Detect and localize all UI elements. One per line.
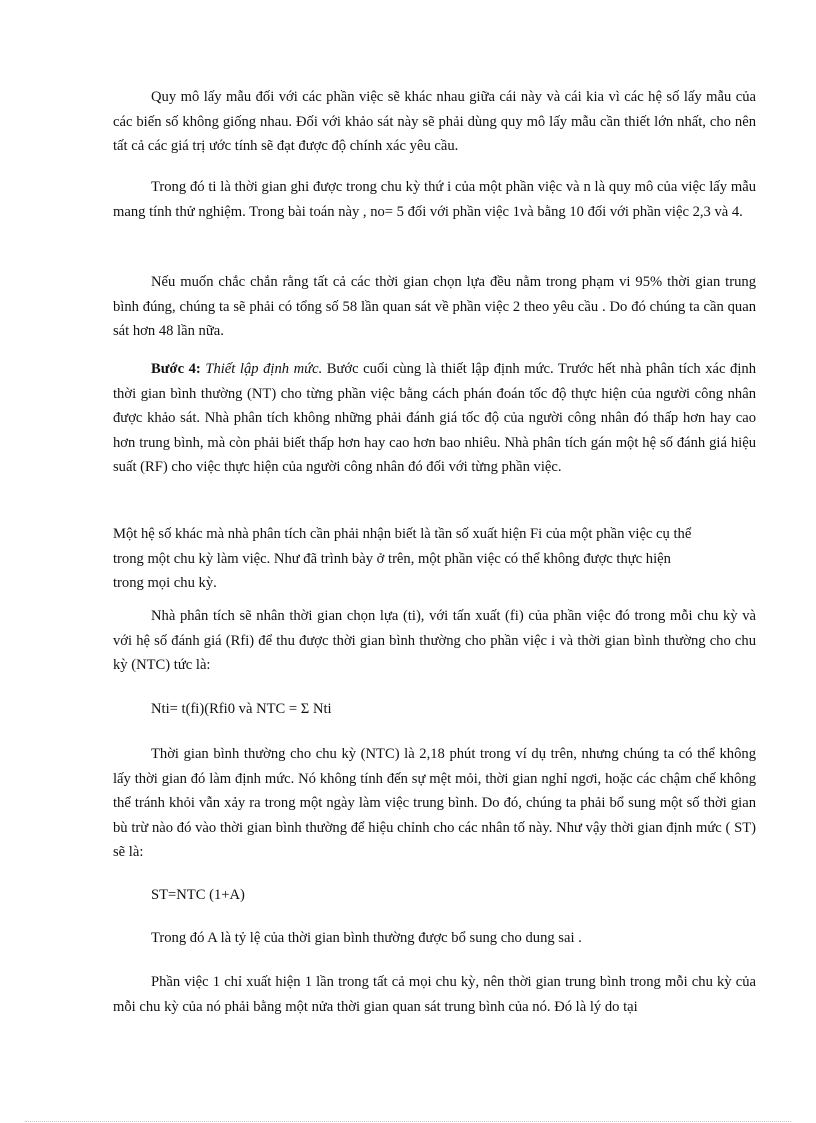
step4-heading: Bước 4:: [151, 361, 201, 377]
paragraph-frequency: [113, 522, 756, 596]
paragraph-normal-time: Nhà phân tích sẽ nhân thời gian chọn lựa (ti), với tấn xuất (fi) của phần việc đó trong mỗi chu kỳ và với hệ số đánh giá (Rfi) để thu được thời gian bình thường cho phần việc i và thời gian bình thường cho chu kỳ (NTC) tức là:: [113, 608, 756, 673]
step4-body: Bước cuối cùng là thiết lập định mức. Trước hết nhà phân tích xác định thời gian bình thường (NT) cho từng phần việc bằng cách phán đoán tốc độ thực hiện của người công nhân được khảo sát. Nhà phân tích không những phải đánh giá tốc độ của người công nhân đó thấp hơn hay cao hơn trung bình, mà còn phải biết thấp hơn hay cao hơn bao nhiêu. Nhà phân tích gán một hệ số đánh giá hiệu suất (RF) cho việc thực hiện của người công nhân đó đối với từng phần việc.: [113, 361, 756, 475]
paragraph-step4: [113, 357, 756, 480]
frequency-line-1: Một hệ số khác mà nhà phân tích cần phải nhận biết là tần số xuất hiện Fi của một phần việc cụ thể: [113, 526, 692, 542]
frequency-line-3: trong mọi chu kỳ.: [113, 575, 217, 591]
paragraph-ntc: Thời gian bình thường cho chu kỳ (NTC) là 2,18 phút trong ví dụ trên, nhưng chúng ta có thể không lấy thời gian đó làm định mức. Nó không tính đến sự mệt mỏi, thời gian nghỉ ngơi, hoặc các chậm chế không thể tránh khỏi vẫn xảy ra trong một ngày làm việc trung bình. Do đó, chúng ta phải bổ sung một số thời gian bù trừ nào đó vào thời gian bình thường để hiệu chỉnh cho các nhân tố này. Như vậy thời gian định mức ( ST) sẽ là:: [113, 746, 756, 860]
page-bottom-rule: [25, 1121, 791, 1122]
step4-title: Thiết lập định mức.: [205, 361, 323, 377]
formula-nti: Nti= t(fi)(Rfi0 và NTC = Σ Nti: [151, 701, 332, 717]
paragraph-ti-definition: Trong đó ti là thời gian ghi được trong chu kỳ thứ i của một phần việc và n là quy mô của việc lấy mẫu mang tính thử nghiệm. Trong bài toán này , no= 5 đối với phần việc 1và bằng 10 đối với phần việc 2,3 và 4.: [113, 179, 756, 220]
paragraph-a-definition: Trong đó A là tỷ lệ của thời gian bình thường được bổ sung cho dung sai .: [151, 930, 582, 946]
paragraph-sample-size: Quy mô lấy mẫu đối với các phần việc sẽ khác nhau giữa cái này và cái kia vì các hệ số lấy mẫu của các biến số không giống nhau. Đối với khảo sát này sẽ phải dùng quy mô lấy mẫu cần thiết lớn nhất, cho nên tất cả các giá trị ước tính sẽ đạt được độ chính xác yêu cầu.: [113, 89, 756, 154]
paragraph-job1: Phần việc 1 chỉ xuất hiện 1 lần trong tất cả mọi chu kỳ, nên thời gian trung bình trong mỗi chu kỳ của mỗi chu kỳ của nó phải bằng một nửa thời gian quan sát trung bình của nó. Đó là lý do tại: [113, 974, 756, 1015]
paragraph-confidence: Nếu muốn chắc chắn rằng tất cả các thời gian chọn lựa đều nằm trong phạm vi 95% thời gian trung bình đúng, chúng ta sẽ phải có tổng số 58 lần quan sát về phần việc 2 theo yêu cầu . Do đó chúng ta cần quan sát hơn 48 lần nữa.: [113, 274, 756, 339]
frequency-line-2: trong một chu kỳ làm việc. Như đã trình bày ở trên, một phần việc có thể không được thực hiện: [113, 550, 671, 567]
formula-st: ST=NTC (1+A): [151, 887, 245, 903]
